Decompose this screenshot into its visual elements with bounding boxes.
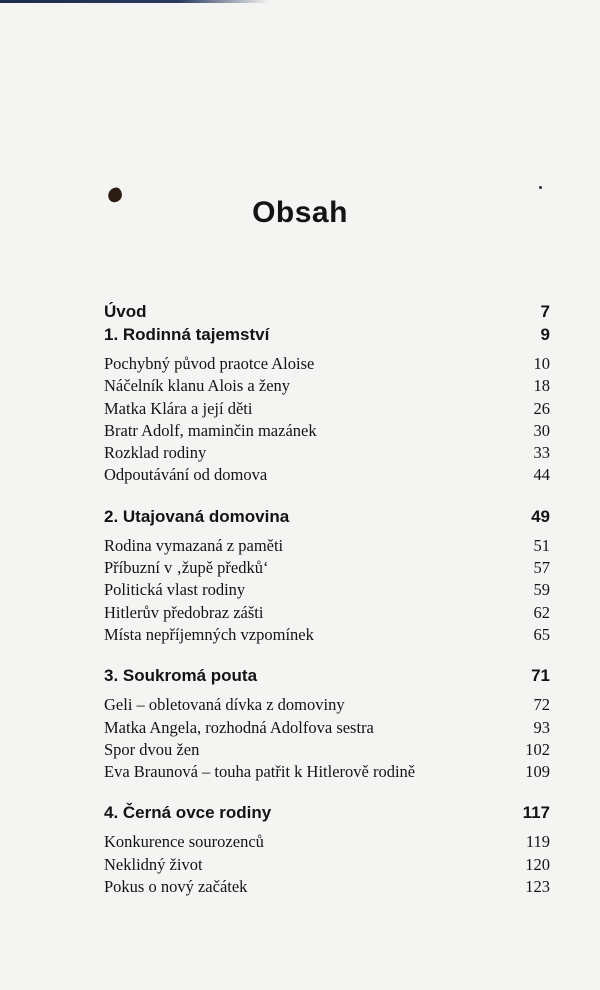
item-page: 93 [533,717,550,737]
page-title: Obsah [252,196,348,229]
item-title: Bratr Adolf, maminčin mazánek [104,420,317,440]
item-page: 57 [533,558,550,578]
chapter-page: 71 [531,666,550,686]
item-title: Pokus o nový začátek [104,877,248,897]
item-title: Odpoutávání od domova [104,465,268,485]
item-page: 72 [533,695,550,715]
toc-item-row [104,602,550,624]
item-page: 109 [525,762,550,782]
toc-section [104,664,550,783]
item-title: Konkurence sourozenců [104,832,264,852]
chapter-title: 4. Černá ovce rodiny [104,803,272,823]
toc-item-row [104,420,550,442]
table-of-contents [104,300,550,916]
toc-section [104,300,550,487]
item-page: 59 [533,580,550,600]
chapter-page: 7 [540,302,550,321]
item-page: 18 [533,376,550,396]
toc-item-row [104,398,550,420]
toc-item-row [104,464,550,486]
item-title: Hitlerův předobraz zášti [104,602,264,622]
item-page: 119 [525,832,550,852]
toc-item-row [104,442,550,464]
toc-chapter-row [104,505,550,529]
item-page: 62 [533,602,550,622]
item-page: 10 [533,354,550,373]
item-page: 120 [525,854,550,874]
toc-item-row [104,854,550,876]
item-title: Politická vlast rodiny [104,580,246,600]
page-top-edge [0,0,600,3]
chapter-title: 2. Utajovaná domovina [104,506,290,526]
item-title: Náčelník klanu Alois a ženy [104,376,291,396]
chapter-title: 3. Soukromá pouta [104,666,258,686]
toc-section [104,801,550,898]
chapter-page: 49 [531,506,550,526]
toc-item-row [104,876,550,898]
item-title: Místa nepříjemných vzpomínek [104,624,314,644]
item-title: Příbuzní v ‚župě předků‘ [104,558,269,578]
toc-chapter-row [104,664,550,688]
toc-item-row [104,717,550,739]
item-title: Spor dvou žen [104,739,200,759]
toc-item-row [104,739,550,761]
item-page: 102 [525,739,550,759]
toc-section [104,505,550,646]
toc-item-row [104,761,550,783]
ink-dot [539,186,542,189]
item-title: Geli – obletovaná dívka z domoviny [104,695,345,715]
toc-item-row [104,557,550,579]
item-page: 65 [533,624,550,644]
item-title: Neklidný život [104,854,203,874]
toc-item-row [104,694,550,716]
toc-chapter-row [104,323,550,347]
toc-item-row [104,579,550,601]
item-title: Matka Angela, rozhodná Adolfova sestra [104,717,374,737]
chapter-title: Úvod [104,302,147,321]
toc-item-row [104,624,550,646]
item-page: 33 [533,443,550,463]
item-title: Pochybný původ praotce Aloise [104,354,315,373]
toc-item-row [104,353,550,375]
toc-item-row [104,535,550,557]
toc-chapter-row [104,801,550,825]
chapter-page: 9 [540,325,550,344]
chapter-page: 117 [522,803,550,823]
chapter-title: 1. Rodinná tajemství [104,325,270,344]
toc-chapter-row [104,300,550,323]
item-page: 44 [533,465,550,485]
item-page: 26 [533,398,550,418]
item-title: Rodina vymazaná z paměti [104,535,284,555]
item-page: 30 [533,420,550,440]
item-title: Eva Braunová – touha patřit k Hitlerově rodině [104,762,416,782]
item-page: 51 [533,535,550,555]
toc-item-row [104,375,550,397]
toc-item-row [104,831,550,853]
item-title: Matka Klára a její děti [104,398,253,418]
item-title: Rozklad rodiny [104,443,207,463]
item-page: 123 [525,877,550,897]
